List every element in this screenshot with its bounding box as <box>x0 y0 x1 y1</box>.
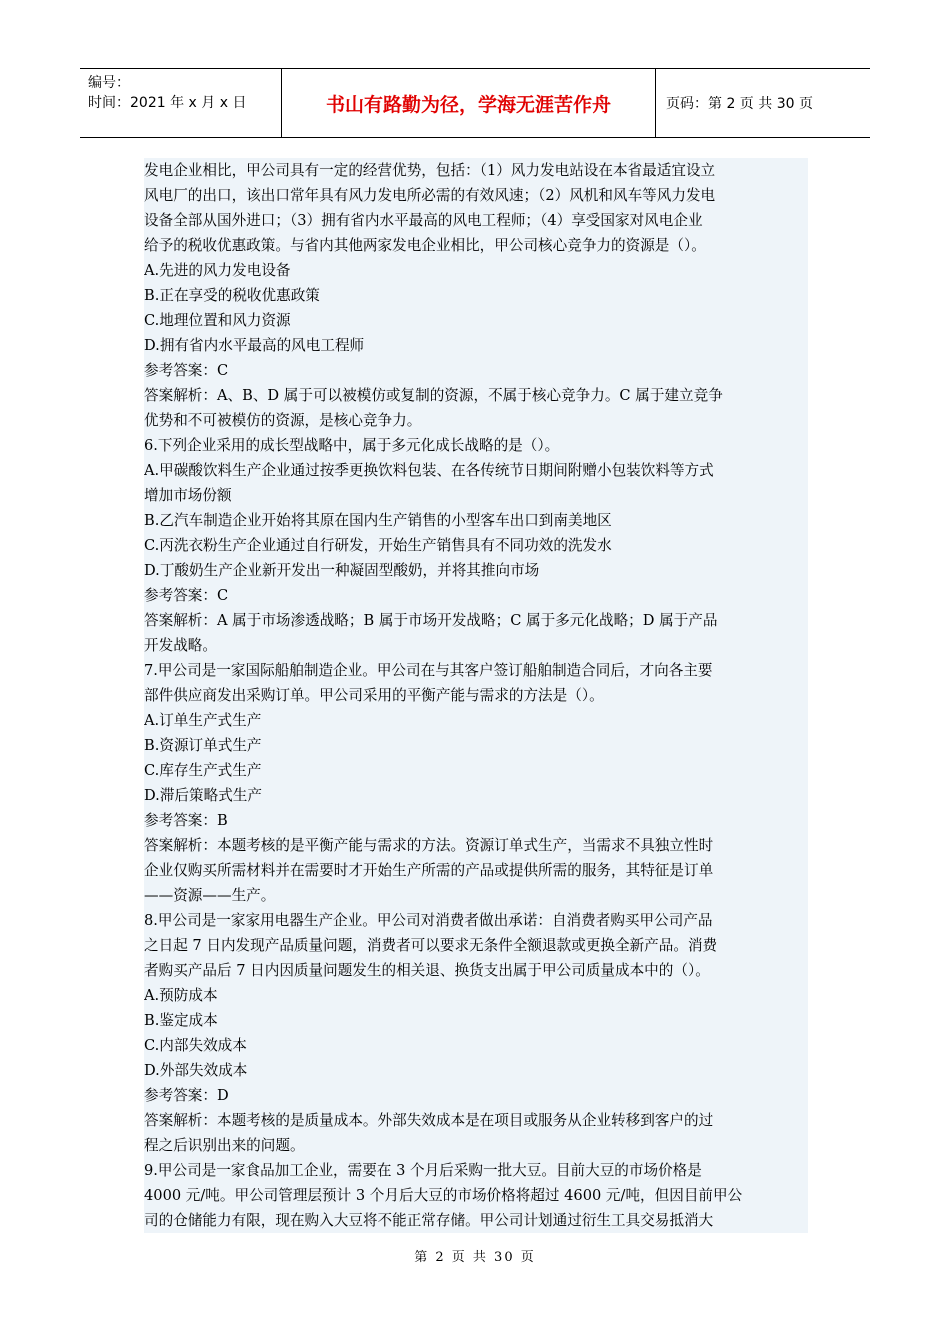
text-line: B.乙汽车制造企业开始将其原在国内生产销售的小型客车出口到南美地区 <box>144 512 612 529</box>
text-line: 增加市场份额 <box>144 487 232 504</box>
text-line: 企业仅购买所需材料并在需要时才开始生产所需的产品或提供所需的服务，其特征是订单 <box>144 862 714 879</box>
text-line: 给予的税收优惠政策。与省内其他两家发电企业相比，甲公司核心竞争力的资源是（）。 <box>144 237 706 254</box>
text-line: D.滞后策略式生产 <box>144 787 262 804</box>
text-line: 风电厂的出口，该出口常年具有风力发电所必需的有效风速；（2）风机和风车等风力发电 <box>144 187 716 204</box>
text-line: D.外部失效成本 <box>144 1062 248 1079</box>
text-line: C.丙洗衣粉生产企业通过自行研发，开始生产销售具有不同功效的洗发水 <box>144 537 612 554</box>
text-line: C.内部失效成本 <box>144 1037 247 1054</box>
text-line: 发电企业相比，甲公司具有一定的经营优势，包括：（1）风力发电站设在本省最适宜设立 <box>144 162 716 179</box>
text-line: 程之后识别出来的问题。 <box>144 1137 305 1154</box>
text-line: 之日起 7 日内发现产品质量问题，消费者可以要求无条件全额退款或更换全新产品。消费 <box>144 937 718 954</box>
text-line: A.订单生产式生产 <box>144 712 262 729</box>
text-line: 参考答案：B <box>144 812 228 829</box>
text-line: 9.甲公司是一家食品加工企业，需要在 3 个月后采购一批大豆。目前大豆的市场价格是 <box>144 1162 702 1179</box>
text-line: D.丁酸奶生产企业新开发出一种凝固型酸奶，并将其推向市场 <box>144 562 540 579</box>
text-line: C.库存生产式生产 <box>144 762 262 779</box>
text-line: 者购买产品后 7 日内因质量问题发生的相关退、换货支出属于甲公司质量成本中的（）。 <box>144 962 710 979</box>
text-line: 7.甲公司是一家国际船舶制造企业。甲公司在与其客户签订船舶制造合同后，才向各主要 <box>144 662 713 679</box>
text-line: 设备全部从国外进口；（3）拥有省内水平最高的风电工程师；（4）享受国家对风电企业 <box>144 212 703 229</box>
text-line: 参考答案：D <box>144 1087 229 1104</box>
page-footer: 第 2 页 共 30 页 <box>414 1250 536 1265</box>
text-line: B.鉴定成本 <box>144 1012 218 1029</box>
text-line: B.资源订单式生产 <box>144 737 262 754</box>
text-line: 答案解析：本题考核的是平衡产能与需求的方法。资源订单式生产，当需求不具独立性时 <box>144 837 714 854</box>
text-line: 6.下列企业采用的成长型战略中，属于多元化成长战略的是（）。 <box>144 437 560 454</box>
text-line: D.拥有省内水平最高的风电工程师 <box>144 337 365 354</box>
text-line: A.预防成本 <box>144 987 218 1004</box>
header-meta <box>80 69 282 137</box>
text-line: 参考答案：C <box>144 587 229 604</box>
header-page-info: 页码：第 2 页 共 30 页 <box>666 96 813 112</box>
text-line: ——资源——生产。 <box>144 887 276 904</box>
text-line: 答案解析：A、B、D 属于可以被模仿或复制的资源，不属于核心竞争力。C 属于建立竞争 <box>144 387 723 404</box>
text-line: 答案解析：本题考核的是质量成本。外部失效成本是在项目或服务从企业转移到客户的过 <box>144 1112 714 1129</box>
text-line: 司的仓储能力有限，现在购入大豆将不能正常存储。甲公司计划通过衍生工具交易抵消大 <box>144 1212 714 1229</box>
header-motto: 书山有路勤为径，学海无涯苦作舟 <box>282 69 656 137</box>
number-label: 编号： <box>88 75 130 91</box>
text-line: A.甲碳酸饮料生产企业通过按季更换饮料包装、在各传统节日期间附赠小包装饮料等方式 <box>144 462 714 479</box>
text-line: A.先进的风力发电设备 <box>144 262 291 279</box>
text-line: 部件供应商发出采购订单。甲公司采用的平衡产能与需求的方法是（）。 <box>144 687 604 704</box>
text-line: 优势和不可被模仿的资源，是核心竞争力。 <box>144 412 422 429</box>
text-line: 开发战略。 <box>144 637 217 654</box>
text-line: C.地理位置和风力资源 <box>144 312 291 329</box>
text-line: 答案解析：A 属于市场渗透战略；B 属于市场开发战略；C 属于多元化战略；D 属于产品 <box>144 612 718 629</box>
text-line: 8.甲公司是一家家用电器生产企业。甲公司对消费者做出承诺：自消费者购买甲公司产品 <box>144 912 713 929</box>
text-line: B.正在享受的税收优惠政策 <box>144 287 320 304</box>
text-line: 参考答案：C <box>144 362 229 379</box>
page-header <box>80 68 870 138</box>
text-line: 4000 元/吨。甲公司管理层预计 3 个月后大豆的市场价格将超过 4600 元/吨，但因目前甲公 <box>144 1187 743 1204</box>
document-body <box>144 158 808 1233</box>
time-label: 时间：2021 年 x 月 x 日 <box>88 95 247 111</box>
